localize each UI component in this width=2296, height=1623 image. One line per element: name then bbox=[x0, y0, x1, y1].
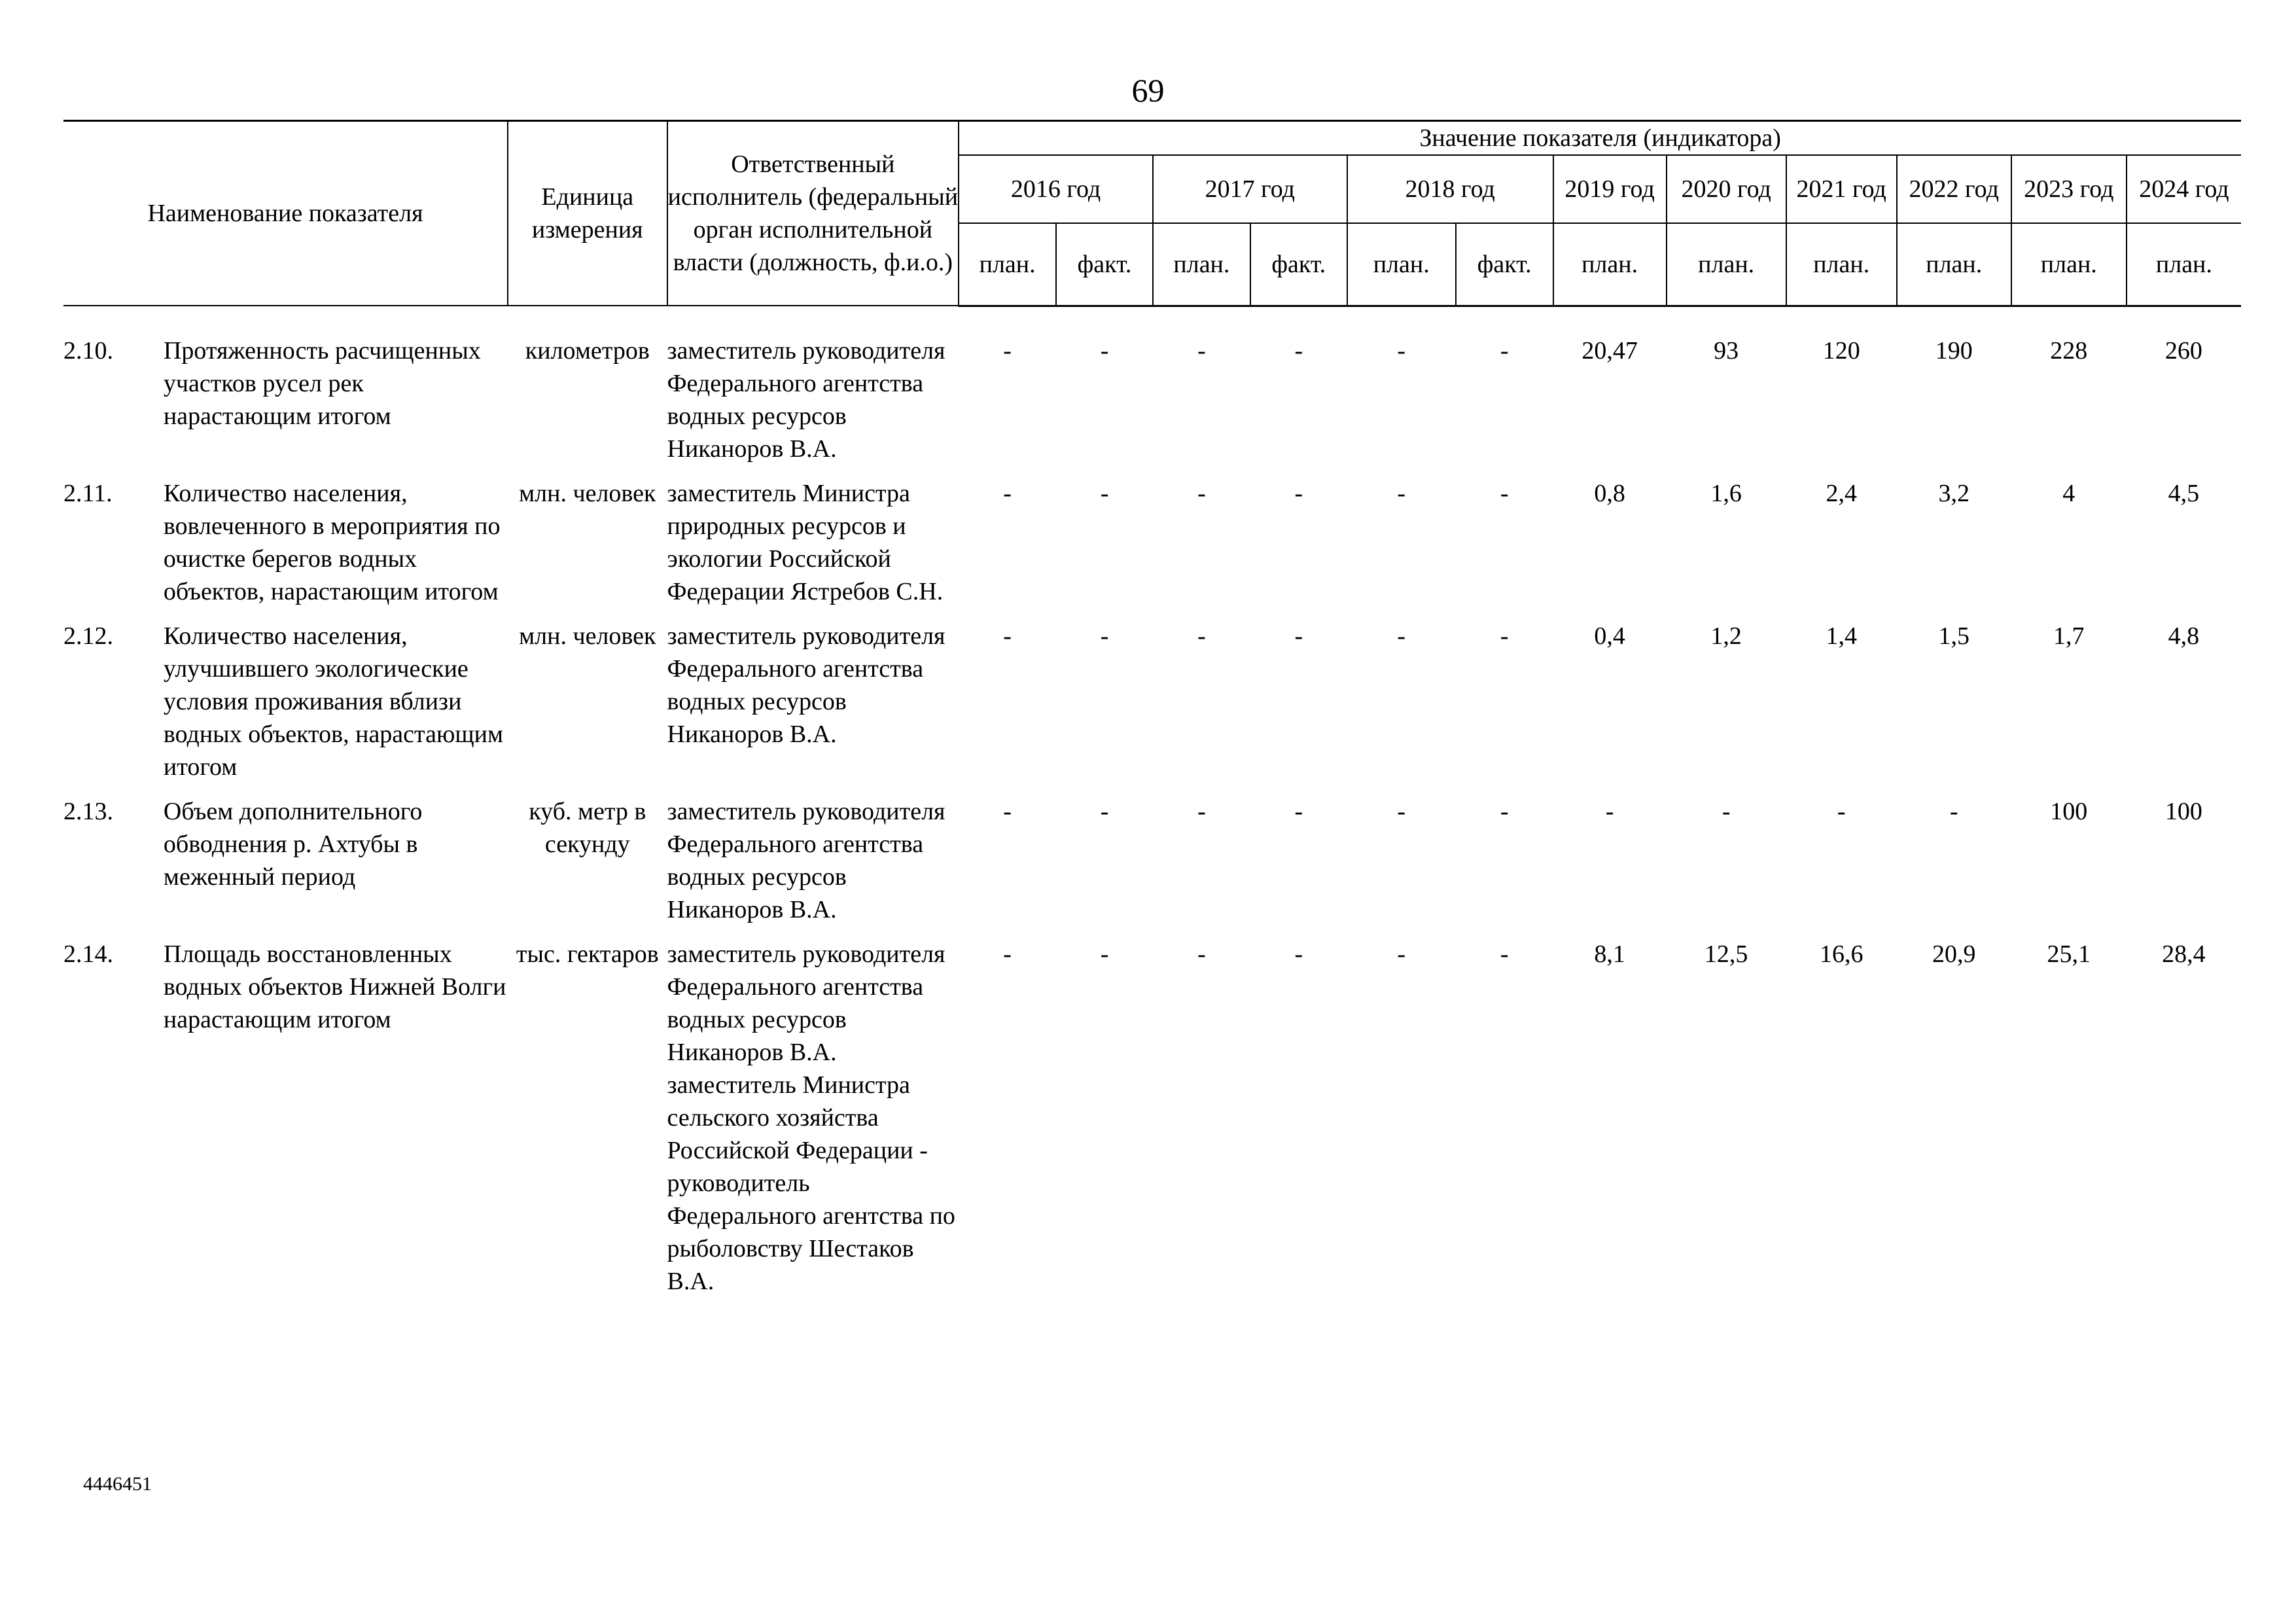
indicator-value: 1,6 bbox=[1710, 479, 1742, 507]
indicator-value: - bbox=[1722, 797, 1731, 825]
row-number: 2.12. bbox=[63, 622, 113, 650]
header-plan: план. bbox=[2011, 223, 2127, 306]
header-value-group: Значение показателя (индикатора) bbox=[959, 121, 2241, 156]
indicator-value: - bbox=[1197, 797, 1206, 825]
unit-of-measure: тыс. гектаров bbox=[516, 940, 659, 968]
indicator-value: - bbox=[1197, 622, 1206, 650]
header-year-2016: 2016 год bbox=[959, 155, 1153, 223]
indicator-value: 100 bbox=[2164, 797, 2202, 825]
row-number: 2.10. bbox=[63, 336, 113, 365]
row-number: 2.11. bbox=[63, 479, 113, 507]
indicator-value: - bbox=[1100, 479, 1109, 507]
unit-of-measure: млн. человек bbox=[519, 479, 656, 507]
document-code: 4446451 bbox=[83, 1473, 152, 1495]
indicator-value: - bbox=[1197, 940, 1206, 968]
indicator-value: - bbox=[1500, 479, 1509, 507]
indicator-value: - bbox=[1397, 622, 1406, 650]
header-fact: факт. bbox=[1456, 223, 1553, 306]
indicator-value: 0,4 bbox=[1594, 622, 1625, 650]
indicator-value: - bbox=[1003, 940, 1012, 968]
indicator-value: - bbox=[1837, 797, 1846, 825]
indicator-name: Объем дополнительного обводнения р. Ахтубы в меженный период bbox=[163, 797, 423, 891]
indicator-value: - bbox=[1500, 336, 1509, 365]
indicator-value: 1,2 bbox=[1710, 622, 1742, 650]
indicator-value: 4 bbox=[2062, 479, 2075, 507]
header-plan: план. bbox=[1347, 223, 1456, 306]
indicator-value: - bbox=[1397, 479, 1406, 507]
indicator-value: - bbox=[1500, 940, 1509, 968]
indicator-value: - bbox=[1003, 797, 1012, 825]
indicator-value: 228 bbox=[2050, 336, 2088, 365]
indicator-value: - bbox=[1294, 479, 1303, 507]
indicator-value: - bbox=[1397, 797, 1406, 825]
indicator-name: Площадь восстановленных водных объектов Нижней Волги нарастающим итогом bbox=[163, 940, 506, 1033]
indicator-value: - bbox=[1294, 940, 1303, 968]
table-row bbox=[63, 795, 2241, 938]
indicator-value: 2,4 bbox=[1826, 479, 1857, 507]
indicator-value: 260 bbox=[2164, 336, 2202, 365]
header-plan: план. bbox=[1786, 223, 1897, 306]
indicator-name: Количество населения, вовлеченного в мероприятия по очистке берегов водных объектов, нарастающим итогом bbox=[163, 479, 501, 605]
indicator-value: 120 bbox=[1822, 336, 1860, 365]
header-year-2019: 2019 год bbox=[1553, 155, 1667, 223]
indicator-value: 4,8 bbox=[2168, 622, 2200, 650]
indicator-value: - bbox=[1397, 336, 1406, 365]
indicator-value: - bbox=[1100, 797, 1109, 825]
indicator-value: - bbox=[1949, 797, 1958, 825]
indicator-value: - bbox=[1500, 622, 1509, 650]
indicator-value: 8,1 bbox=[1594, 940, 1625, 968]
responsible-executor: заместитель руководителя Федерального агентства водных ресурсов Никаноров В.А. bbox=[667, 797, 945, 923]
table-row bbox=[63, 938, 2241, 1310]
indicator-value: 25,1 bbox=[2047, 940, 2091, 968]
indicator-value: - bbox=[1294, 336, 1303, 365]
header-fact: факт. bbox=[1250, 223, 1347, 306]
indicator-value: 16,6 bbox=[1819, 940, 1863, 968]
indicator-value: - bbox=[1003, 622, 1012, 650]
indicator-value: 190 bbox=[1935, 336, 1973, 365]
unit-of-measure: млн. человек bbox=[519, 622, 656, 650]
responsible-executor: заместитель руководителя Федерального агентства водных ресурсов Никаноров В.А. bbox=[667, 622, 945, 748]
indicator-value: - bbox=[1500, 797, 1509, 825]
header-fact: факт. bbox=[1056, 223, 1153, 306]
indicator-value: 1,7 bbox=[2053, 622, 2085, 650]
unit-of-measure: куб. метр в секунду bbox=[529, 797, 646, 858]
header-year-2017: 2017 год bbox=[1153, 155, 1347, 223]
indicator-value: 0,8 bbox=[1594, 479, 1625, 507]
indicator-value: 4,5 bbox=[2168, 479, 2200, 507]
header-indicator-name: Наименование показателя bbox=[63, 121, 508, 306]
header-plan: план. bbox=[1897, 223, 2011, 306]
indicator-value: 20,9 bbox=[1932, 940, 1976, 968]
table-body bbox=[63, 306, 2241, 1310]
table-row bbox=[63, 620, 2241, 795]
indicator-value: - bbox=[1294, 622, 1303, 650]
indicator-value: - bbox=[1294, 797, 1303, 825]
indicator-value: 93 bbox=[1714, 336, 1739, 365]
indicator-value: - bbox=[1100, 622, 1109, 650]
unit-of-measure: километров bbox=[525, 336, 650, 365]
indicator-value: 12,5 bbox=[1704, 940, 1748, 968]
header-responsible: Ответственный исполнитель (федеральный орган исполнительной власти (должность, ф.и.о.) bbox=[667, 121, 959, 306]
indicator-value: - bbox=[1003, 336, 1012, 365]
header-plan: план. bbox=[2127, 223, 2241, 306]
header-year-2022: 2022 год bbox=[1897, 155, 2011, 223]
indicator-value: 1,5 bbox=[1938, 622, 1969, 650]
table-row bbox=[63, 334, 2241, 477]
indicator-value: - bbox=[1197, 336, 1206, 365]
indicator-value: 20,47 bbox=[1581, 336, 1638, 365]
responsible-executor: заместитель руководителя Федерального агентства водных ресурсов Никаноров В.А. заместитель Министра сельского хозяйства Российской Федерации - руководитель Федерального агентства по рыболовству Шестаков В.А. bbox=[667, 940, 955, 1295]
responsible-executor: заместитель Министра природных ресурсов и экологии Российской Федерации Ястребов С.Н. bbox=[667, 479, 944, 605]
header-year-2023: 2023 год bbox=[2011, 155, 2127, 223]
indicator-value: 3,2 bbox=[1938, 479, 1969, 507]
header-plan: план. bbox=[1667, 223, 1786, 306]
indicator-value: 1,4 bbox=[1826, 622, 1857, 650]
header-year-2020: 2020 год bbox=[1667, 155, 1786, 223]
indicator-value: - bbox=[1397, 940, 1406, 968]
indicator-table bbox=[63, 120, 2241, 1310]
indicator-name: Протяженность расчищенных участков русел рек нарастающим итогом bbox=[163, 336, 481, 430]
header-plan: план. bbox=[1553, 223, 1667, 306]
indicator-value: - bbox=[1197, 479, 1206, 507]
header-plan: план. bbox=[959, 223, 1056, 306]
table-row bbox=[63, 477, 2241, 620]
header-unit: Единица измерения bbox=[508, 121, 667, 306]
header-year-2018: 2018 год bbox=[1347, 155, 1553, 223]
header-plan: план. bbox=[1153, 223, 1250, 306]
header-year-2024: 2024 год bbox=[2127, 155, 2241, 223]
indicator-value: 28,4 bbox=[2162, 940, 2206, 968]
indicator-value: - bbox=[1100, 940, 1109, 968]
indicator-value: - bbox=[1003, 479, 1012, 507]
indicator-value: - bbox=[1100, 336, 1109, 365]
page-number: 69 bbox=[1131, 72, 1165, 109]
row-number: 2.14. bbox=[63, 940, 113, 968]
indicator-value: - bbox=[1605, 797, 1614, 825]
row-number: 2.13. bbox=[63, 797, 113, 825]
indicator-value: 100 bbox=[2050, 797, 2088, 825]
header-year-2021: 2021 год bbox=[1786, 155, 1897, 223]
indicator-name: Количество населения, улучшившего экологические условия проживания вблизи водных объектов, нарастающим итогом bbox=[163, 622, 504, 781]
responsible-executor: заместитель руководителя Федерального агентства водных ресурсов Никаноров В.А. bbox=[667, 336, 945, 463]
